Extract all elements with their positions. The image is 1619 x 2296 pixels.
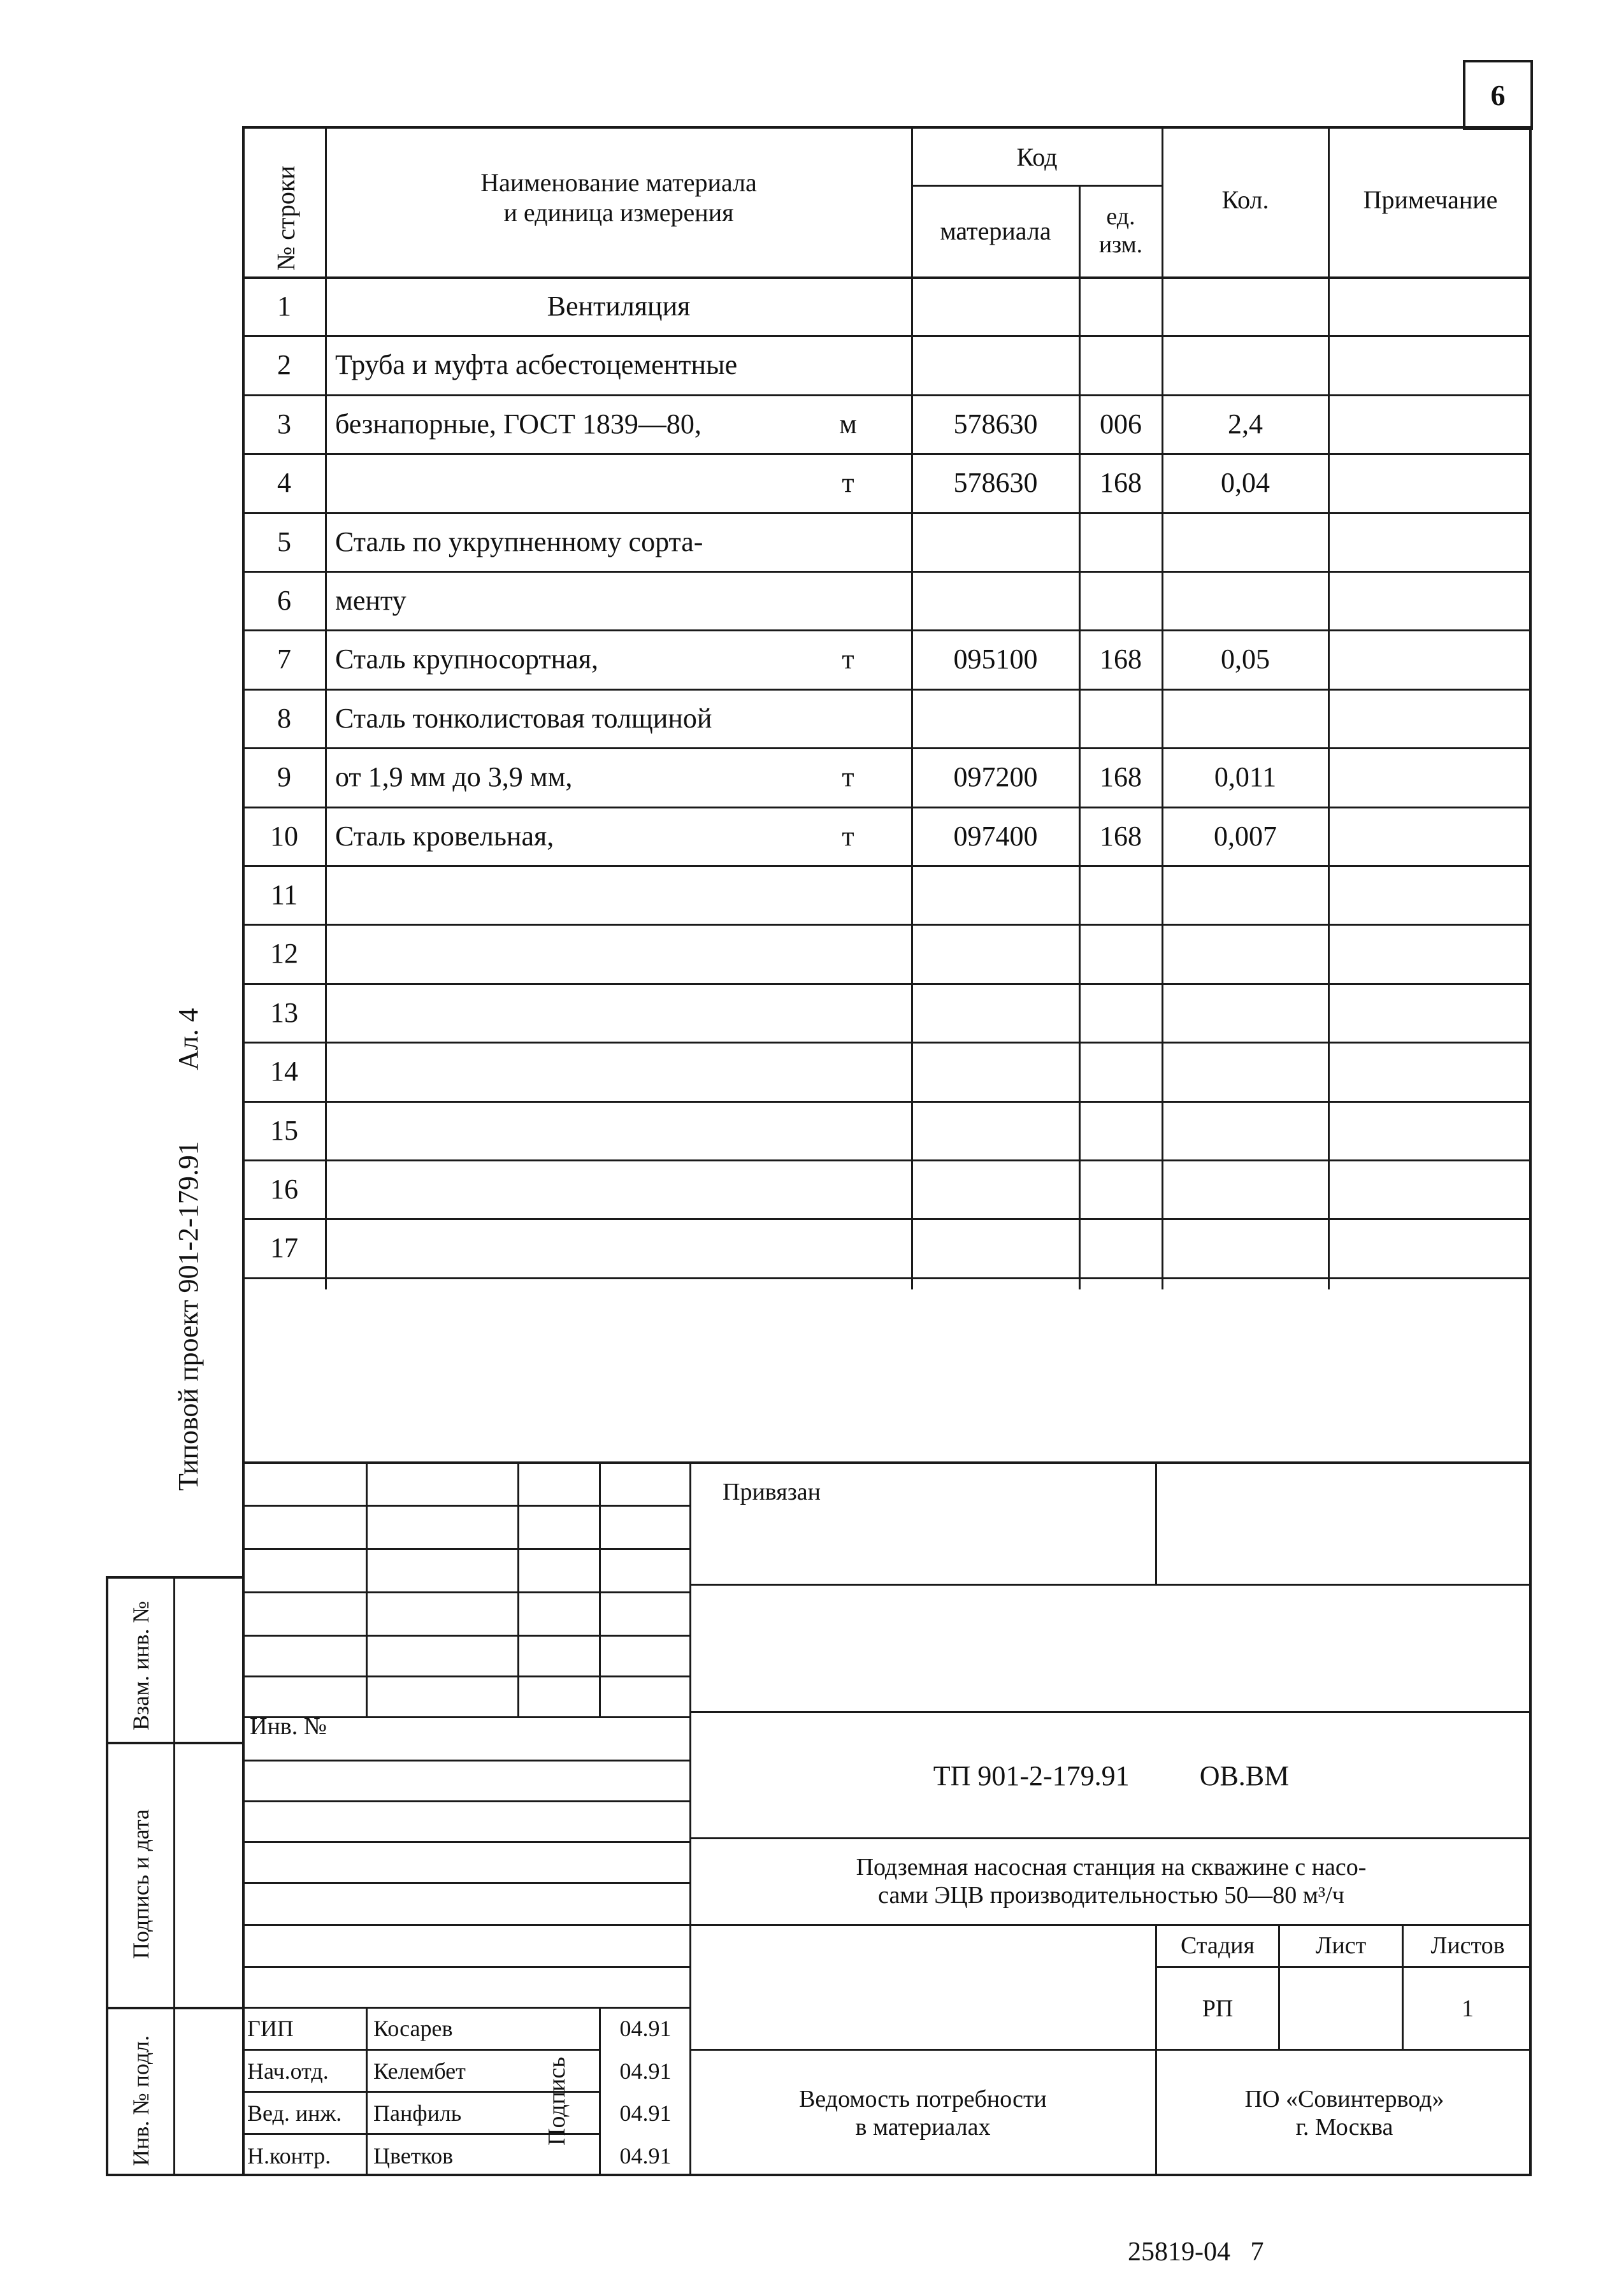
stamp-top xyxy=(242,1461,1532,1464)
signer-name: Цветков xyxy=(373,2142,454,2169)
row-name xyxy=(335,1159,819,1218)
organization-line1: ПО «Совинтервод» xyxy=(1244,2086,1444,2113)
signature-label: Подпись xyxy=(543,2056,570,2146)
row-unit xyxy=(819,512,877,571)
row-unit-code xyxy=(1080,1159,1162,1218)
row-material-code: 578630 xyxy=(953,466,1038,498)
row-material-code xyxy=(912,512,1079,571)
row-unit-code xyxy=(1080,512,1162,571)
row-unit: т xyxy=(842,761,854,793)
row-unit-code xyxy=(1080,335,1162,394)
signer-role: Вед. инж. xyxy=(247,2100,342,2126)
row-unit xyxy=(819,983,877,1042)
col-divider xyxy=(1328,126,1330,1289)
sheet-number-box xyxy=(1463,60,1533,130)
row-material-code xyxy=(912,335,1079,394)
stamp-grid-line xyxy=(242,1882,689,1884)
signer-name: Панфиль xyxy=(373,2100,462,2126)
header-unit-line1: ед. xyxy=(1106,203,1135,230)
stamp-right-line xyxy=(689,1711,1532,1713)
header-row-no: № строки xyxy=(271,166,300,271)
row-qty xyxy=(1163,689,1328,747)
footer-code: 25819-04 7 xyxy=(1128,2237,1264,2267)
signer-role: ГИП xyxy=(247,2015,294,2041)
header-material: материала xyxy=(940,216,1051,245)
row-unit xyxy=(819,924,877,982)
side-strip-sep xyxy=(106,1742,245,1744)
row-number: 1 xyxy=(277,290,291,322)
signer-name: Келембет xyxy=(373,2058,466,2084)
organization-line2: г. Москва xyxy=(1295,2114,1393,2141)
row-material-code xyxy=(912,1042,1079,1100)
row-unit xyxy=(819,571,877,629)
header-qty: Кол. xyxy=(1221,185,1269,214)
side-strip-divider xyxy=(173,1576,175,2176)
row-unit-code xyxy=(1080,1218,1162,1277)
row-unit xyxy=(819,335,877,394)
row-unit-code xyxy=(1080,1101,1162,1159)
row-unit-code xyxy=(1080,276,1162,335)
row-qty xyxy=(1163,865,1328,924)
document-title xyxy=(691,2051,1155,2176)
side-vzam-label: Взам. инв. № xyxy=(128,1601,154,1730)
row-unit-code: 168 xyxy=(1100,761,1142,793)
side-strip-sep xyxy=(106,2007,245,2009)
row-unit-code: 006 xyxy=(1100,408,1142,440)
row-name xyxy=(335,1218,819,1277)
row-qty xyxy=(1163,1159,1328,1218)
row-unit-code xyxy=(1080,865,1162,924)
row-qty xyxy=(1163,1042,1328,1100)
row-unit: м xyxy=(839,408,857,440)
header-note: Примечание xyxy=(1363,185,1498,214)
row-qty xyxy=(1163,276,1328,335)
designation-code: ОВ.ВМ xyxy=(1199,1760,1290,1791)
row-number: 3 xyxy=(277,408,291,440)
designation-cell xyxy=(691,1714,1532,1837)
row-material-code xyxy=(912,1159,1079,1218)
sheet-number: 6 xyxy=(1490,78,1506,111)
row-unit xyxy=(819,276,877,335)
row-qty xyxy=(1163,512,1328,571)
signer-date: 04.91 xyxy=(619,2058,672,2084)
stamp-grid-line xyxy=(242,1675,689,1677)
privyazan-label: Привязан xyxy=(723,1479,821,1505)
row-name: Вентиляция xyxy=(547,290,691,322)
row-name xyxy=(335,1101,819,1159)
stamp-right-col xyxy=(1155,1461,1157,1584)
organization xyxy=(1157,2051,1532,2176)
row-number: 9 xyxy=(277,761,291,793)
row-material-code xyxy=(912,689,1079,747)
row-material-code xyxy=(912,571,1079,629)
stamp-grid-line xyxy=(242,1548,689,1550)
stamp-col xyxy=(599,2007,601,2176)
row-number: 15 xyxy=(270,1114,298,1146)
sheets-value: 1 xyxy=(1462,1995,1474,2022)
row-name xyxy=(335,983,819,1042)
row-unit-code: 168 xyxy=(1100,643,1142,675)
header-unit-line2: изм. xyxy=(1098,231,1143,258)
stamp-col xyxy=(599,1461,601,1716)
row-name: Сталь по укрупненному сорта- xyxy=(335,526,703,557)
stage-value: РП xyxy=(1202,1995,1234,2022)
stamp-col xyxy=(517,1461,519,1716)
row-unit-code xyxy=(1080,983,1162,1042)
row-name xyxy=(335,924,819,982)
row-unit-code xyxy=(1080,924,1162,982)
stamp-col xyxy=(366,1461,368,1716)
row-qty: 0,04 xyxy=(1221,466,1270,498)
row-material-code xyxy=(912,1218,1079,1277)
row-unit-code xyxy=(1080,689,1162,747)
stamp-grid-line xyxy=(242,1924,689,1926)
document-title-line1: Ведомость потребности xyxy=(799,2086,1047,2113)
row-material-code xyxy=(912,865,1079,924)
document-title-line2: в материалах xyxy=(855,2114,991,2141)
stamp-right-line xyxy=(1155,1966,1532,1968)
signer-role: Н.контр. xyxy=(247,2142,331,2169)
stamp-grid-line xyxy=(242,1635,689,1637)
object-title xyxy=(691,1840,1532,1924)
stamp-right-line xyxy=(689,1584,1532,1586)
side-podpis-data-label: Подпись и дата xyxy=(128,1809,154,1959)
row-qty xyxy=(1163,1101,1328,1159)
row-unit xyxy=(819,1101,877,1159)
row-number: 13 xyxy=(270,996,298,1028)
row-name xyxy=(335,865,819,924)
signer-role: Нач.отд. xyxy=(247,2058,329,2084)
row-unit xyxy=(819,1218,877,1277)
side-inv-podl-label: Инв. № подл. xyxy=(128,2035,154,2166)
header-name xyxy=(326,159,911,236)
row-material-code xyxy=(912,983,1079,1042)
row-number: 14 xyxy=(270,1055,298,1087)
row-name: от 1,9 мм до 3,9 мм, xyxy=(335,761,573,793)
row-unit-code xyxy=(1080,571,1162,629)
stamp-grid-line xyxy=(242,1760,689,1761)
row-qty xyxy=(1163,1218,1328,1277)
signer-date: 04.91 xyxy=(619,2142,672,2169)
header-name-line2: и единица измерения xyxy=(503,198,734,227)
side-strip xyxy=(106,1576,245,2176)
row-number: 2 xyxy=(277,348,291,380)
row-qty: 0,05 xyxy=(1221,643,1270,675)
row-material-code: 097400 xyxy=(953,820,1038,852)
row-unit xyxy=(819,689,877,747)
stamp-grid-line xyxy=(242,1505,689,1507)
row-name: Сталь кровельная, xyxy=(335,820,554,852)
row-unit-code: 168 xyxy=(1100,820,1142,852)
row-name xyxy=(335,1042,819,1100)
side-album-label: Ал. 4 xyxy=(173,1008,204,1070)
row-unit: т xyxy=(842,820,854,852)
row-number: 11 xyxy=(270,879,298,910)
row-material-code xyxy=(912,924,1079,982)
row-unit: т xyxy=(842,643,854,675)
row-number: 6 xyxy=(277,584,291,616)
sheet-label: Лист xyxy=(1315,1932,1367,1959)
designation: ТП 901-2-179.91 xyxy=(933,1760,1130,1791)
row-name: Сталь крупносортная, xyxy=(335,643,598,675)
stamp-grid-line xyxy=(242,1841,689,1843)
row-name: Труба и муфта асбестоцементные xyxy=(335,348,738,380)
row-qty: 2,4 xyxy=(1228,408,1263,440)
stamp-right-line xyxy=(689,1837,1532,1839)
stamp-grid-line xyxy=(242,1800,689,1802)
header-unit xyxy=(1080,186,1162,275)
row-material-code xyxy=(912,276,1079,335)
row-qty xyxy=(1163,571,1328,629)
row-unit xyxy=(819,1159,877,1218)
row-qty: 0,011 xyxy=(1214,761,1277,793)
row-number: 12 xyxy=(270,937,298,969)
row-material-code xyxy=(912,1101,1079,1159)
row-number: 7 xyxy=(277,643,291,675)
object-title-line1: Подземная насосная станция на скважине с насо- xyxy=(856,1854,1367,1881)
row-qty xyxy=(1163,924,1328,982)
sheets-label: Листов xyxy=(1430,1932,1505,1959)
header-code: Код xyxy=(1016,142,1058,171)
signer-name: Косарев xyxy=(373,2015,453,2041)
row-line xyxy=(242,1277,1532,1279)
row-name xyxy=(335,453,819,512)
row-qty xyxy=(1163,983,1328,1042)
row-unit: т xyxy=(842,466,854,498)
row-number: 16 xyxy=(270,1173,298,1205)
row-unit-code: 168 xyxy=(1100,466,1142,498)
row-unit xyxy=(819,865,877,924)
row-material-code: 578630 xyxy=(953,408,1038,440)
row-number: 17 xyxy=(270,1231,298,1263)
row-number: 4 xyxy=(277,466,291,498)
header-name-line1: Наименование материала xyxy=(480,168,757,197)
stamp-grid-line xyxy=(242,1591,689,1593)
side-project-label: Типовой проект 901-2-179.91 xyxy=(173,1141,204,1491)
stamp-right-line xyxy=(689,2049,1532,2051)
row-number: 5 xyxy=(277,526,291,557)
row-name: Сталь тонколистовая толщиной xyxy=(335,702,712,734)
row-material-code: 095100 xyxy=(953,643,1038,675)
stamp-grid-line xyxy=(242,1966,689,1968)
object-title-line2: сами ЭЦВ производительностью 50—80 м³/ч xyxy=(878,1882,1344,1909)
row-unit-code xyxy=(1080,1042,1162,1100)
row-unit xyxy=(819,1042,877,1100)
row-qty xyxy=(1163,335,1328,394)
stage-label: Стадия xyxy=(1181,1932,1255,1959)
row-name: менту xyxy=(335,584,407,616)
row-number: 10 xyxy=(270,820,298,852)
row-material-code: 097200 xyxy=(953,761,1038,793)
inv-no-label: Инв. № xyxy=(250,1713,327,1740)
signer-date: 04.91 xyxy=(619,2015,672,2041)
row-qty: 0,007 xyxy=(1214,820,1277,852)
row-name: безнапорные, ГОСТ 1839—80, xyxy=(335,408,702,440)
sheet-value xyxy=(1280,1969,1402,2049)
row-number: 8 xyxy=(277,702,291,734)
signer-date: 04.91 xyxy=(619,2100,672,2126)
